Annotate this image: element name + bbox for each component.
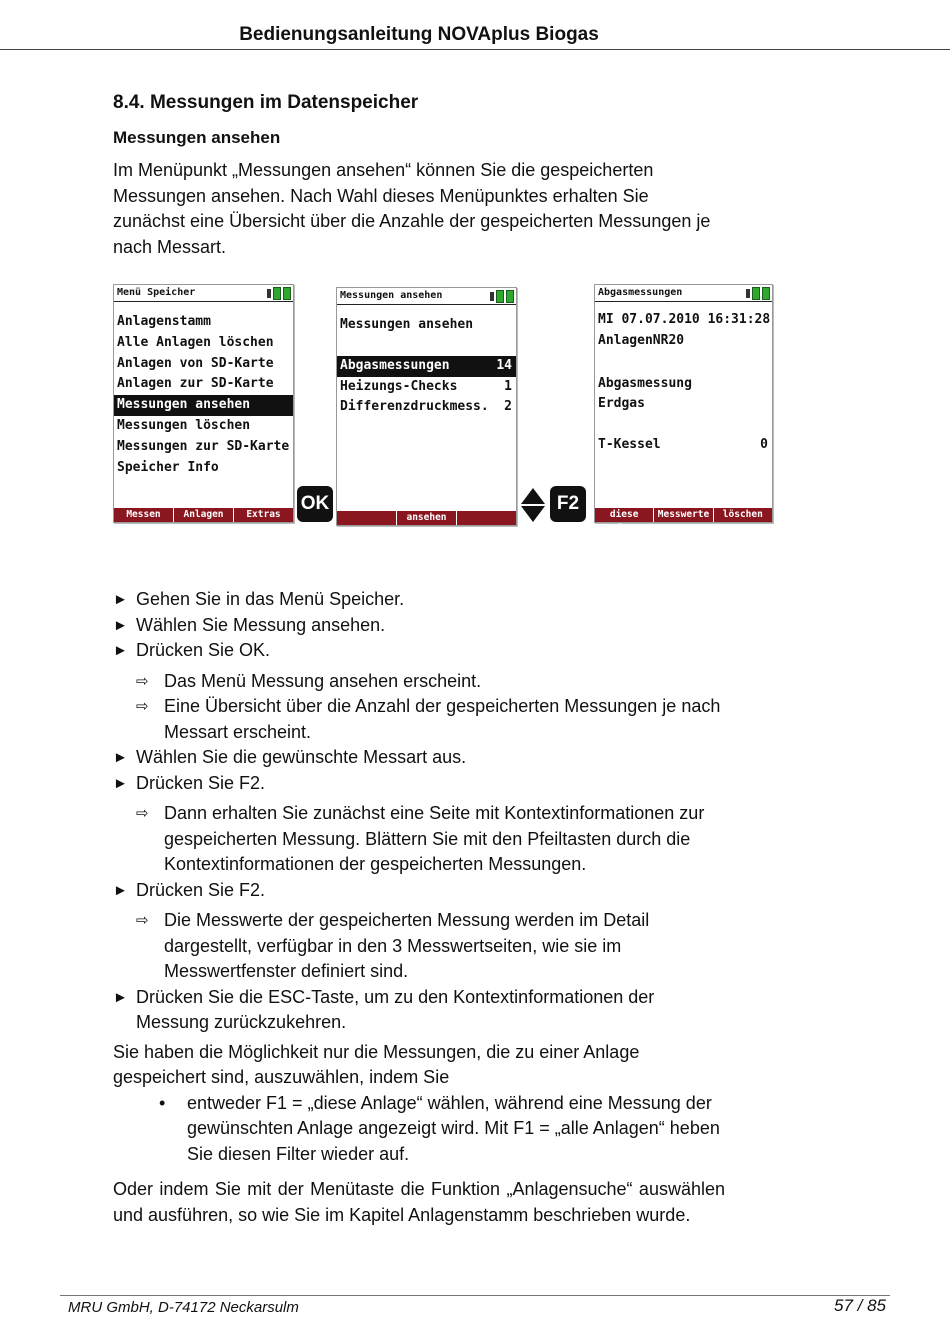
softkey-loeschen: löschen xyxy=(722,509,763,520)
result-arrow-icon: ⇨ xyxy=(136,672,149,690)
result-2 xyxy=(113,694,725,745)
step-arrow-icon: ► xyxy=(113,642,128,659)
result-arrow-icon: ⇨ xyxy=(136,805,149,822)
row-count: 1 xyxy=(504,378,512,394)
step-text: Wählen Sie Messung ansehen. xyxy=(136,614,386,635)
bullet-text: entweder F1 = „diese Anlage“ wählen, während eine Messung der gewünschten Anlage angezeigt wird. Mit F1 = „alle Anlagen“ heben Sie diesen Filter wieder auf. xyxy=(187,1092,720,1164)
battery-icon xyxy=(746,287,770,300)
step-1 xyxy=(113,587,725,613)
section-title: 8.4. Messungen im Datenspeicher xyxy=(113,92,419,113)
intro-paragraph: Im Menüpunkt „Messungen ansehen“ können Sie die gespeicherten Messungen ansehen. Nach Wahl dieses Menüpunktes erhalten Sie zunächst eine Übersicht über die Anzahle der gespeicherten Messungen je nach Messart. xyxy=(113,160,711,257)
menu-item-anlagen-von-sd: Anlagen von SD-Karte xyxy=(117,355,274,371)
row-label: Differenzdruckmess. xyxy=(340,399,489,415)
f2-key-icon: F2 xyxy=(550,486,586,522)
main-content xyxy=(113,90,771,1228)
result-1 xyxy=(113,669,725,695)
measurement-datetime: MI 07.07.2010 16:31:28 xyxy=(598,312,771,327)
step-arrow-icon: ► xyxy=(113,591,128,608)
row-label: Abgasmessungen xyxy=(340,357,450,373)
step-text: Drücken Sie F2. xyxy=(136,879,266,900)
step-arrow-icon: ► xyxy=(113,616,128,634)
screen-menu-speicher xyxy=(113,284,294,523)
step-text: Drücken Sie F2. xyxy=(136,772,266,793)
subsection-title: Messungen ansehen xyxy=(113,128,281,147)
menu-item-messungen-ansehen: Messungen ansehen xyxy=(114,395,293,416)
softkey-bar xyxy=(114,508,293,522)
t-kessel-value: 0 xyxy=(760,437,768,453)
result-text: Die Messwerte der gespeicherten Messung werden im Detail dargestellt, verfügbar in den 3 Messwertseiten, wie sie im Messwertfenster definiert sind. xyxy=(164,910,650,981)
menu-item-speicher-info: Speicher Info xyxy=(117,459,219,475)
instruction-steps xyxy=(113,587,725,1036)
device-screens xyxy=(113,284,793,532)
softkey-anlagen: Anlagen xyxy=(174,508,234,522)
step-text: Gehen Sie in das Menü Speicher. xyxy=(136,589,405,609)
result-text: Dann erhalten Sie zunächst eine Seite mit Kontextinformationen zur gespeicherten Messung. Blättern Sie mit den Pfeiltasten durch die Kontextinformationen der gespeicherten Messungen. xyxy=(164,803,705,874)
outro-paragraph: Oder indem Sie mit der Menütaste die Funktion „Anlagensuche“ auswählen und ausführen, so wie Sie im Kapitel Anlagenstamm beschrieben wurde. xyxy=(113,1179,725,1225)
ok-key-icon: OK xyxy=(297,486,333,522)
screen-title: Messungen ansehen xyxy=(340,290,443,301)
bullet-dot-icon: • xyxy=(159,1092,166,1113)
menu-item-messungen-zur-sd: Messungen zur SD-Karte xyxy=(117,438,290,454)
footer-rule xyxy=(60,1295,890,1296)
step-2 xyxy=(113,613,725,639)
bullet-item xyxy=(113,1091,725,1168)
result-3 xyxy=(113,801,725,878)
measurement-t-kessel xyxy=(595,435,772,456)
battery-icon xyxy=(490,290,514,303)
row-label: Heizungs-Checks xyxy=(340,378,458,394)
softkey-messen: Messen xyxy=(114,508,174,522)
step-text: Drücken Sie die ESC-Taste, um zu den Kontextinformationen der Messung zurückzukehren. xyxy=(136,986,655,1032)
softkey-bar xyxy=(595,508,772,534)
row-differenzdruck xyxy=(337,397,516,418)
menu-item-messungen-loeschen: Messungen löschen xyxy=(117,417,251,433)
footer-company: MRU GmbH, D-74172 Neckarsulm xyxy=(68,1299,299,1316)
screen-title: Menü Speicher xyxy=(117,287,196,298)
step-5 xyxy=(113,771,725,797)
step-arrow-icon: ► xyxy=(113,749,128,766)
step-text: Drücken Sie OK. xyxy=(136,640,271,660)
t-kessel-label: T-Kessel xyxy=(598,437,661,453)
step-3 xyxy=(113,638,725,664)
result-text: Eine Übersicht über die Anzahl der gespeicherten Messungen je nach Messart erscheint. xyxy=(164,696,721,742)
screen-messungen-ansehen xyxy=(336,287,517,526)
result-4 xyxy=(113,908,725,985)
softkey-bar xyxy=(337,511,516,525)
softkey-messwerte: Messwerte xyxy=(654,508,713,522)
footer-page-number: 57 / 85 xyxy=(834,1296,886,1315)
measurement-fuel: Erdgas xyxy=(598,396,645,412)
filter-paragraph: Sie haben die Möglichkeit nur die Messungen, die zu einer Anlage gespeichert sind, auszuwählen, indem Sie xyxy=(113,1041,640,1087)
softkey-diese-anlage: diese Anlage xyxy=(595,508,654,522)
menu-item-alle-anlagen-loeschen: Alle Anlagen löschen xyxy=(117,334,274,350)
screen-abgasmessungen xyxy=(594,284,773,534)
softkey-ansehen: ansehen xyxy=(397,511,457,525)
step-arrow-icon: ► xyxy=(113,774,128,792)
row-count: 14 xyxy=(496,357,512,373)
measurement-type: Abgasmessung xyxy=(598,375,692,391)
menu-item-anlagen-zur-sd: Anlagen zur SD-Karte xyxy=(117,376,274,392)
measurement-anlage: AnlagenNR20 xyxy=(598,332,685,348)
result-arrow-icon: ⇨ xyxy=(136,698,149,715)
result-arrow-icon: ⇨ xyxy=(136,912,149,929)
step-4 xyxy=(113,745,725,771)
screen-title: Abgasmessungen xyxy=(598,287,683,298)
screen-heading: Messungen ansehen xyxy=(340,317,474,332)
row-abgasmessungen xyxy=(337,356,516,377)
menu-item-anlagenstamm: Anlagenstamm xyxy=(117,314,211,329)
step-text: Wählen Sie die gewünschte Messart aus. xyxy=(136,747,467,767)
row-heizungs-checks xyxy=(337,377,516,398)
step-6 xyxy=(113,878,725,904)
header-title: Bedienungsanleitung NOVAplus Biogas xyxy=(239,24,599,45)
header-rule xyxy=(0,49,950,50)
result-text: Das Menü Messung ansehen erscheint. xyxy=(164,670,482,691)
arrow-keys-icon xyxy=(521,488,545,522)
step-arrow-icon: ► xyxy=(113,988,128,1006)
step-7 xyxy=(113,985,725,1036)
battery-icon xyxy=(267,287,291,300)
row-count: 2 xyxy=(504,399,512,415)
softkey-extras: Extras xyxy=(246,509,281,520)
step-arrow-icon: ► xyxy=(113,881,128,899)
